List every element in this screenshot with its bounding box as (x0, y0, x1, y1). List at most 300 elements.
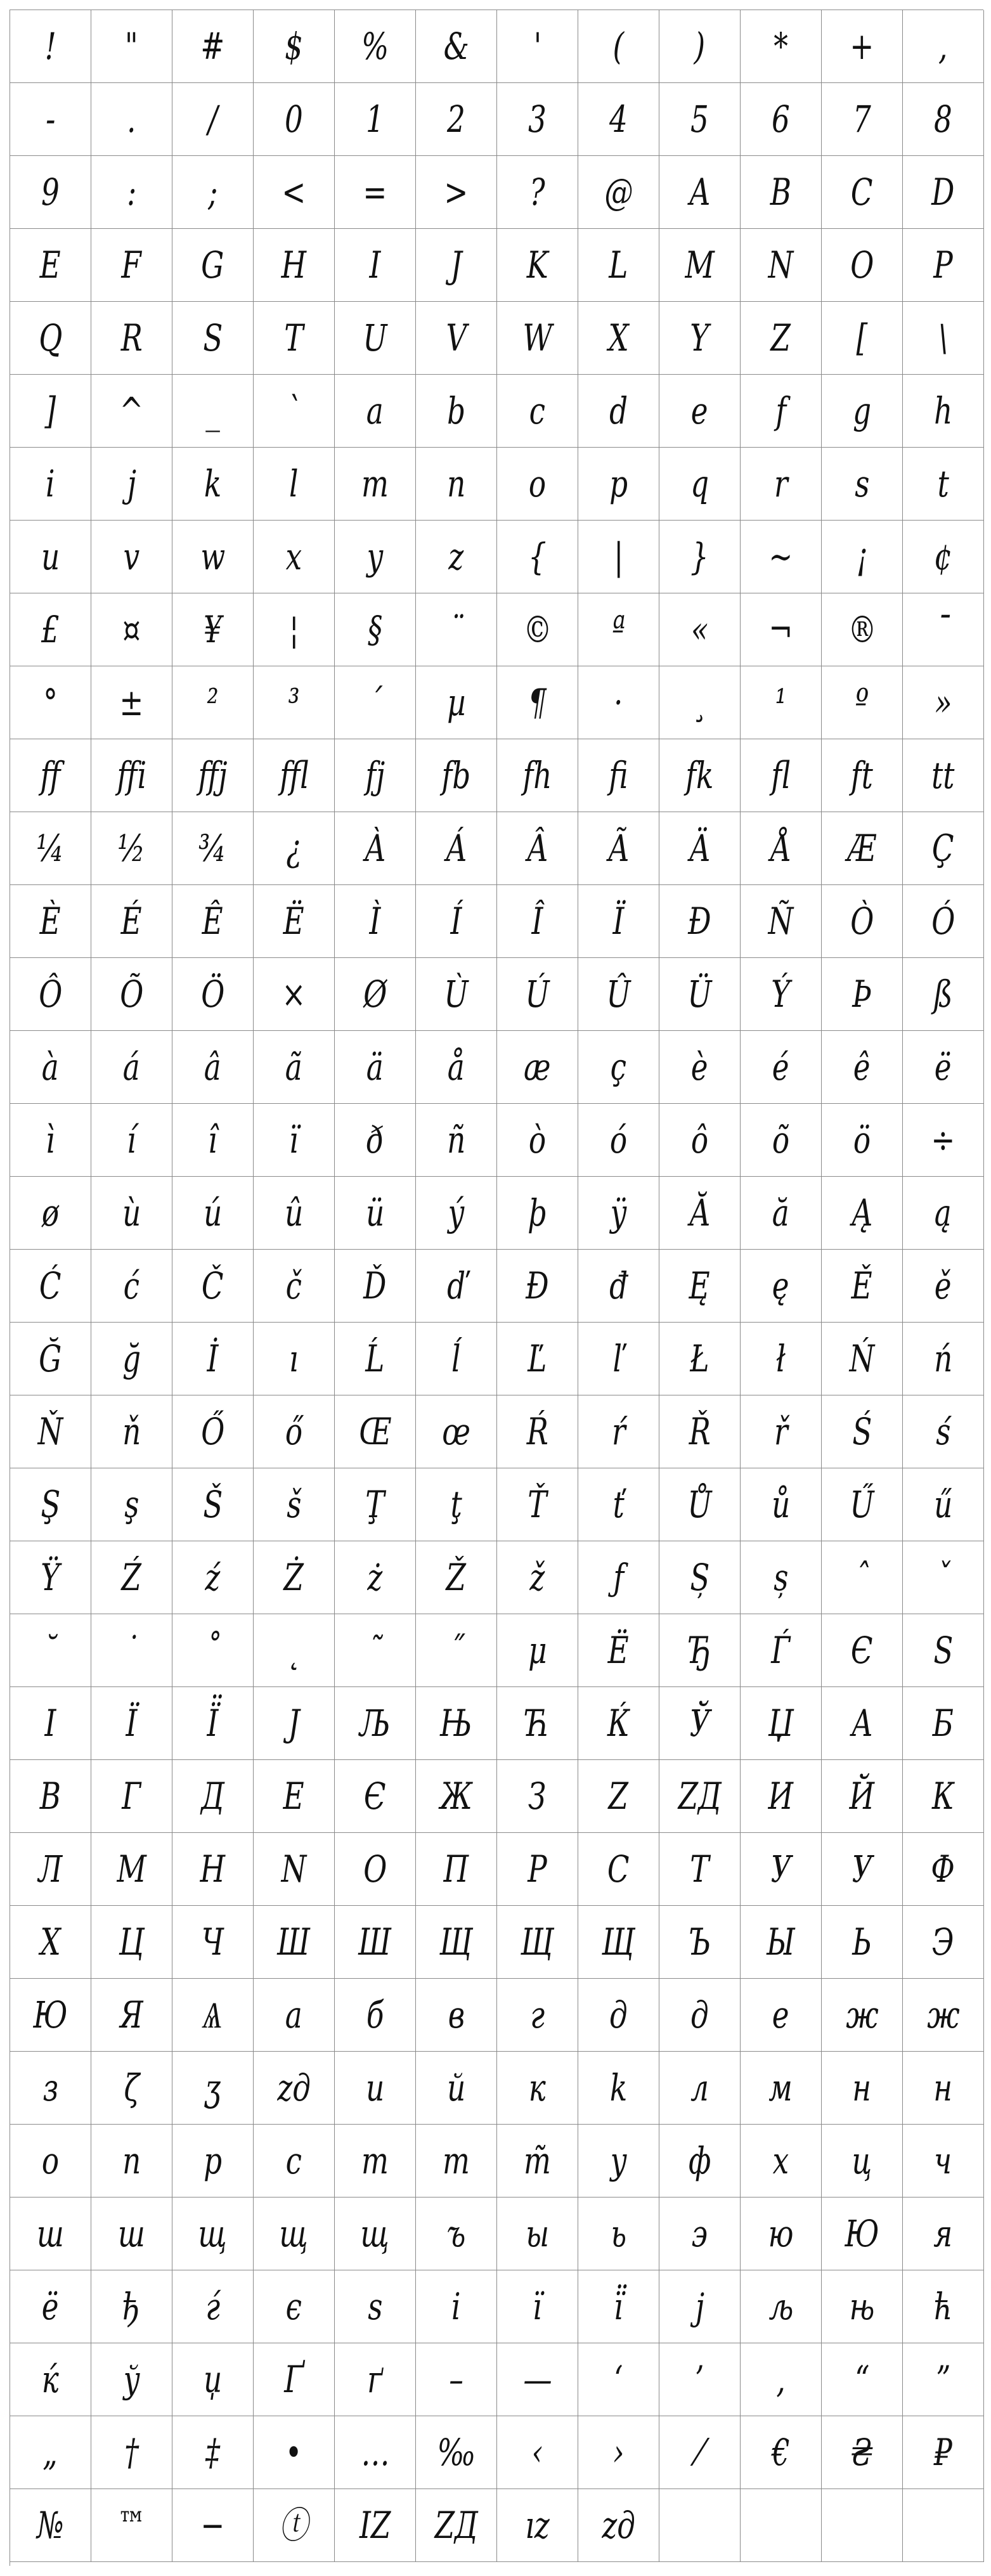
glyph-char: Р (528, 1848, 547, 1891)
glyph-cell (335, 1323, 416, 1395)
glyph-cell (91, 593, 172, 666)
glyph-char: Ţ (365, 1483, 385, 1526)
glyph-cell (497, 1104, 578, 1177)
glyph-cell (578, 1395, 659, 1468)
glyph-char: З (528, 1775, 547, 1818)
glyph-cell (91, 229, 172, 302)
glyph-cell (497, 593, 578, 666)
glyph-char: W (522, 316, 552, 359)
glyph-cell (659, 2052, 741, 2125)
glyph-cell (254, 1250, 335, 1323)
glyph-char: k (204, 462, 222, 505)
glyph-cell (254, 1323, 335, 1395)
glyph-char: ¡ (856, 535, 868, 578)
glyph-cell (172, 2125, 254, 2197)
glyph-cell (822, 812, 903, 885)
glyph-char: 8 (934, 98, 952, 141)
glyph-cell (10, 1323, 91, 1395)
glyph-cell (172, 666, 254, 739)
glyph-char: ű (933, 1483, 953, 1526)
glyph-char: ђ (122, 2285, 141, 2328)
glyph-char: Ŕ (526, 1410, 548, 1453)
glyph-char: ç (610, 1045, 627, 1089)
glyph-char: љ (768, 2285, 793, 2328)
glyph-char: l (289, 462, 299, 505)
glyph-cell (903, 1031, 984, 1104)
glyph-cell (497, 666, 578, 739)
glyph-char: ő (285, 1410, 303, 1453)
glyph-cell (497, 1833, 578, 1906)
glyph-cell (659, 521, 741, 593)
glyph-cell (578, 2343, 659, 2416)
glyph-cell (416, 229, 497, 302)
glyph-char: И (768, 1775, 794, 1818)
glyph-char: đ (609, 1264, 628, 1307)
glyph-char: æ (524, 1045, 551, 1089)
glyph-char: щ (279, 2212, 309, 2255)
glyph-cell (497, 302, 578, 375)
glyph-char: § (368, 608, 382, 651)
glyph-char: Ș (689, 1556, 709, 1599)
glyph-char: • (285, 2431, 302, 2474)
glyph-cell (416, 1031, 497, 1104)
glyph-char: ¿ (286, 827, 302, 870)
glyph-char: ı (289, 1337, 299, 1380)
glyph-cell (335, 1177, 416, 1250)
glyph-char: ) (694, 25, 706, 68)
glyph-char: д (609, 1993, 628, 2036)
glyph-cell (578, 1760, 659, 1833)
glyph-cell (91, 1031, 172, 1104)
glyph-cell (91, 1250, 172, 1323)
glyph-char: Ц (119, 1920, 145, 1964)
glyph-char: zд (602, 2504, 635, 2547)
glyph-cell (335, 1833, 416, 1906)
glyph-cell (335, 1979, 416, 2052)
glyph-char: B (770, 171, 792, 214)
glyph-char: * (774, 25, 788, 68)
glyph-cell (497, 1979, 578, 2052)
glyph-cell (822, 156, 903, 229)
glyph-char: Ќ (607, 1702, 630, 1745)
glyph-cell (659, 812, 741, 885)
glyph-char: ? (529, 171, 545, 214)
glyph-cell (903, 375, 984, 448)
glyph-cell (254, 10, 335, 83)
glyph-cell (578, 958, 659, 1031)
glyph-cell (822, 10, 903, 83)
glyph-char: Ђ (688, 1629, 711, 1672)
glyph-cell (578, 1614, 659, 1687)
glyph-char: x (285, 535, 302, 578)
glyph-char: и (365, 2066, 385, 2109)
glyph-cell (903, 885, 984, 958)
glyph-cell (254, 1906, 335, 1979)
glyph-char: т (361, 2139, 389, 2182)
glyph-char: Ј (288, 1702, 300, 1745)
glyph-cell (10, 1250, 91, 1323)
glyph-char: º (855, 681, 869, 724)
glyph-char: ız (525, 2504, 550, 2547)
glyph-cell (741, 2052, 822, 2125)
glyph-char: … (360, 2431, 390, 2474)
glyph-char: : (126, 171, 137, 214)
glyph-char: tt (931, 754, 955, 797)
glyph-char: ї (533, 2285, 542, 2328)
glyph-char: Œ (358, 1410, 392, 1453)
glyph-cell (10, 812, 91, 885)
glyph-cell (741, 2416, 822, 2489)
glyph-cell (416, 1614, 497, 1687)
glyph-cell (416, 375, 497, 448)
glyph-char: Ы (767, 1920, 795, 1964)
glyph-char: ff (40, 754, 61, 797)
glyph-cell (497, 1250, 578, 1323)
glyph-cell (254, 1687, 335, 1760)
glyph-char: Ё (607, 1629, 630, 1672)
glyph-cell (254, 302, 335, 375)
glyph-char: 2 (447, 98, 465, 141)
glyph-cell (659, 1395, 741, 1468)
glyph-char: д (690, 1993, 709, 2036)
glyph-char: © (522, 608, 552, 651)
glyph-cell (172, 375, 254, 448)
glyph-char: i (46, 462, 55, 505)
glyph-cell (659, 302, 741, 375)
glyph-char: ' (533, 25, 541, 68)
glyph-cell (254, 1979, 335, 2052)
glyph-char: fb (441, 754, 471, 797)
glyph-char: л (690, 2066, 709, 2109)
glyph-char: ы (526, 2212, 549, 2255)
glyph-cell (416, 2125, 497, 2197)
glyph-cell (741, 958, 822, 1031)
glyph-cell (335, 2416, 416, 2489)
glyph-char: ќ (41, 2358, 60, 2401)
glyph-char: · (614, 681, 623, 724)
glyph-char: Ъ (688, 1920, 711, 1964)
glyph-char: ь (611, 2212, 626, 2255)
glyph-char: ‹ (531, 2431, 543, 2474)
glyph-cell (903, 229, 984, 302)
glyph-cell (822, 1031, 903, 1104)
glyph-cell (497, 1395, 578, 1468)
glyph-char: f (775, 389, 786, 432)
glyph-cell (416, 1687, 497, 1760)
glyph-cell (416, 2270, 497, 2343)
glyph-char: ч (934, 2139, 952, 2182)
glyph-char: ü (365, 1191, 385, 1234)
glyph-char: / (207, 98, 218, 141)
glyph-cell (416, 885, 497, 958)
glyph-char: Ñ (768, 900, 794, 943)
glyph-char: 1 (366, 98, 384, 141)
glyph-cell (172, 156, 254, 229)
glyph-char: ˚ (205, 1629, 220, 1672)
glyph-cell (822, 666, 903, 739)
glyph-cell (10, 1906, 91, 1979)
glyph-char: n (446, 462, 466, 505)
glyph-cell (822, 1323, 903, 1395)
glyph-char: № (37, 2504, 64, 2547)
glyph-cell (416, 1468, 497, 1541)
glyph-cell (91, 83, 172, 156)
glyph-cell (822, 1177, 903, 1250)
glyph-cell (741, 521, 822, 593)
glyph-cell (91, 1760, 172, 1833)
glyph-cell (91, 2489, 172, 2562)
glyph-cell (416, 958, 497, 1031)
glyph-char: Ę (689, 1264, 711, 1307)
glyph-char: m (361, 462, 389, 505)
glyph-cell (335, 2489, 416, 2562)
glyph-char: Ï (612, 900, 625, 943)
glyph-char: Ò (850, 900, 874, 943)
glyph-cell (335, 156, 416, 229)
glyph-char: š (286, 1483, 302, 1526)
glyph-char: å (448, 1045, 465, 1089)
glyph-cell (497, 885, 578, 958)
glyph-cell (172, 1687, 254, 1760)
glyph-cell (822, 2052, 903, 2125)
glyph-cell (335, 1687, 416, 1760)
glyph-cell (172, 1760, 254, 1833)
glyph-cell (497, 1614, 578, 1687)
glyph-cell (822, 1395, 903, 1468)
glyph-char: Ú (525, 973, 550, 1016)
glyph-char: @ (604, 171, 633, 214)
glyph-char: Í (450, 900, 462, 943)
glyph-cell (578, 2052, 659, 2125)
glyph-cell (91, 2343, 172, 2416)
glyph-cell (578, 1979, 659, 2052)
glyph-char: á (123, 1045, 140, 1089)
glyph-char: ™ (117, 2504, 146, 2547)
glyph-cell (254, 2125, 335, 2197)
glyph-char: ” (935, 2358, 951, 2401)
glyph-cell (10, 2416, 91, 2489)
glyph-cell (91, 1687, 172, 1760)
glyph-cell (497, 83, 578, 156)
glyph-cell (497, 1468, 578, 1541)
glyph-cell (91, 302, 172, 375)
glyph-char: Ÿ (41, 1556, 60, 1599)
glyph-char: Ш (277, 1920, 311, 1964)
glyph-char: q (690, 462, 709, 505)
glyph-char: в (448, 1993, 465, 2036)
glyph-cell (416, 812, 497, 885)
glyph-cell (172, 10, 254, 83)
glyph-cell (659, 1031, 741, 1104)
glyph-cell (741, 1687, 822, 1760)
glyph-cell (335, 2270, 416, 2343)
glyph-cell (659, 739, 741, 812)
glyph-char: × (282, 973, 306, 1016)
glyph-char: T (284, 316, 304, 359)
glyph-char: ъ (446, 2212, 466, 2255)
glyph-cell (335, 521, 416, 593)
glyph-char: Љ (359, 1702, 391, 1745)
glyph-cell (335, 958, 416, 1031)
glyph-char: ffi (117, 754, 146, 797)
glyph-cell (10, 375, 91, 448)
glyph-char: ê (853, 1045, 871, 1089)
glyph-cell (335, 1031, 416, 1104)
glyph-char: | (613, 535, 624, 578)
glyph-char: Ý (771, 973, 791, 1016)
glyph-char: M (685, 243, 715, 287)
glyph-char: ƒ (613, 1556, 624, 1599)
glyph-cell (497, 2125, 578, 2197)
glyph-char: Щ (439, 1920, 473, 1964)
glyph-cell (741, 666, 822, 739)
glyph-cell (822, 2197, 903, 2270)
glyph-cell (497, 2270, 578, 2343)
glyph-char: t (937, 462, 949, 505)
glyph-cell (822, 2489, 903, 2562)
glyph-char: ` (287, 389, 301, 432)
glyph-cell (172, 2343, 254, 2416)
glyph-char: Е (283, 1775, 305, 1818)
glyph-cell (578, 302, 659, 375)
glyph-char: Ѧ (202, 1993, 223, 2036)
glyph-char: Ö (200, 973, 225, 1016)
glyph-char: É (120, 900, 143, 943)
glyph-cell (659, 83, 741, 156)
glyph-char: ю (768, 2212, 794, 2255)
glyph-char: є (285, 2285, 302, 2328)
glyph-char: Џ (768, 1702, 794, 1745)
glyph-cell (91, 1833, 172, 1906)
glyph-cell (91, 1468, 172, 1541)
glyph-cell (497, 1177, 578, 1250)
glyph-cell (416, 1541, 497, 1614)
glyph-char: ‚ (776, 2358, 786, 2401)
glyph-cell (822, 1906, 903, 1979)
glyph-char: œ (442, 1410, 470, 1453)
glyph-cell (578, 1104, 659, 1177)
glyph-cell (578, 885, 659, 958)
glyph-cell (172, 1979, 254, 2052)
glyph-cell (822, 1760, 903, 1833)
glyph-char: ₴ (850, 2431, 874, 2474)
glyph-char: μ (528, 1629, 547, 1672)
glyph-char: Ю (33, 1993, 68, 2036)
glyph-char: Є (851, 1629, 873, 1672)
glyph-cell (497, 521, 578, 593)
glyph-cell (416, 2489, 497, 2562)
glyph-cell (254, 958, 335, 1031)
glyph-char: õ (772, 1118, 790, 1162)
glyph-cell (822, 1614, 903, 1687)
glyph-char: = (363, 171, 387, 214)
glyph-cell (91, 1323, 172, 1395)
glyph-char: К (931, 1775, 954, 1818)
glyph-char: N (768, 243, 794, 287)
glyph-char: u (41, 535, 60, 578)
glyph-cell (659, 2343, 741, 2416)
glyph-char: ѕ (367, 2285, 383, 2328)
glyph-char: ą (935, 1191, 952, 1234)
glyph-char: Ń (849, 1337, 875, 1380)
glyph-char: c (529, 389, 546, 432)
glyph-char: к (528, 2066, 547, 2109)
glyph-cell (903, 2343, 984, 2416)
glyph-char: Z (770, 316, 791, 359)
glyph-char: ž (529, 1556, 545, 1599)
glyph-cell (91, 448, 172, 521)
glyph-char: ! (44, 25, 56, 68)
glyph-cell (903, 1760, 984, 1833)
glyph-char: ± (119, 681, 144, 724)
glyph-char: Ґ (284, 2358, 304, 2401)
glyph-cell (172, 448, 254, 521)
glyph-char: D (931, 171, 955, 214)
glyph-cell (172, 1323, 254, 1395)
glyph-char: ª (611, 608, 626, 651)
glyph-cell (578, 812, 659, 885)
glyph-char: н (852, 2066, 872, 2109)
glyph-char: ö (853, 1118, 871, 1162)
glyph-char: У (770, 1848, 791, 1891)
glyph-char: ˆ (855, 1556, 869, 1599)
glyph-char: ‡ (205, 2431, 220, 2474)
glyph-char: ć (123, 1264, 140, 1307)
glyph-char: ® (847, 608, 877, 651)
glyph-cell (903, 1979, 984, 2052)
glyph-char: ʒ (204, 2066, 221, 2109)
glyph-char: a (366, 389, 384, 432)
glyph-cell (903, 1541, 984, 1614)
glyph-char: е (772, 1993, 789, 2036)
glyph-char: – (449, 2358, 463, 2401)
glyph-char: ш (118, 2212, 145, 2255)
glyph-cell (659, 593, 741, 666)
glyph-char: п (122, 2139, 141, 2182)
glyph-char: ½ (117, 827, 146, 870)
glyph-char: ř (774, 1410, 788, 1453)
glyph-cell (659, 156, 741, 229)
glyph-char: Ź (121, 1556, 142, 1599)
glyph-char: ° (43, 681, 58, 724)
glyph-char: ⁄ (697, 2431, 703, 2474)
glyph-cell (903, 302, 984, 375)
glyph-cell (416, 1979, 497, 2052)
glyph-char: r (774, 462, 788, 505)
glyph-cell (578, 739, 659, 812)
glyph-cell (822, 521, 903, 593)
glyph-cell (335, 375, 416, 448)
glyph-char: ~ (768, 535, 793, 578)
glyph-char: Å (770, 827, 791, 870)
glyph-char: - (45, 98, 56, 141)
glyph-cell (335, 2125, 416, 2197)
glyph-char: ў (123, 2358, 140, 2401)
glyph-char: ¶ (528, 681, 547, 724)
glyph-cell (903, 1833, 984, 1906)
glyph-char: ffl (280, 754, 308, 797)
glyph-cell (578, 83, 659, 156)
glyph-char: Щ (521, 1920, 554, 1964)
glyph-char: ź (205, 1556, 221, 1599)
glyph-cell (659, 2125, 741, 2197)
glyph-char: e (691, 389, 708, 432)
glyph-cell (822, 593, 903, 666)
glyph-char: ‘ (614, 2358, 623, 2401)
glyph-char: С (607, 1848, 630, 1891)
glyph-cell (659, 1979, 741, 2052)
glyph-char: Б (932, 1702, 954, 1745)
